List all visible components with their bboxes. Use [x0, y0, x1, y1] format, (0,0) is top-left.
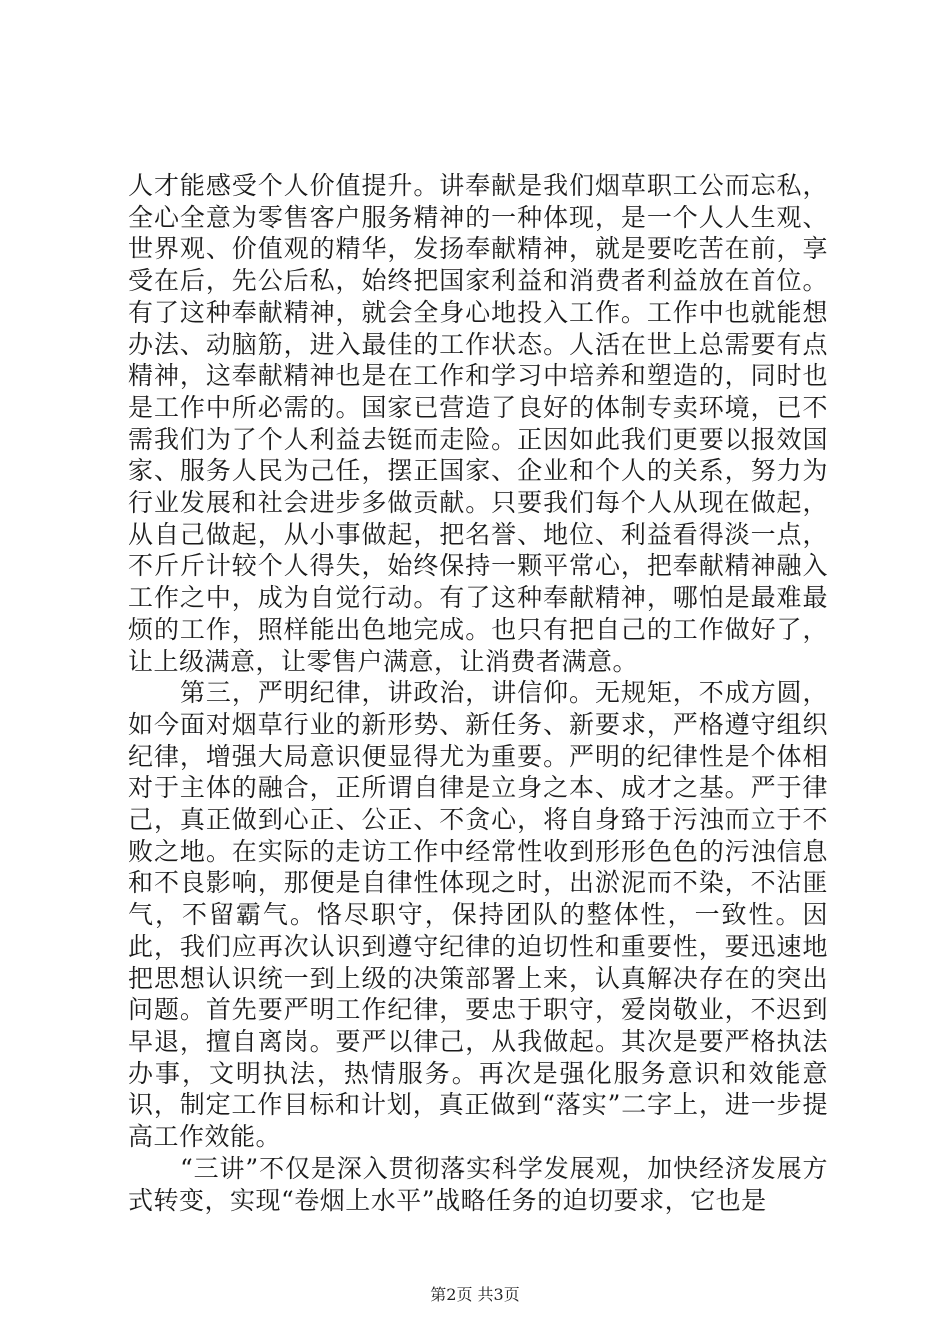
paragraph-3: “三讲”不仅是深入贯彻落实科学发展观，加快经济发展方式转变，实现“卷烟上水平”战略任务的迫切要求，它也是 [128, 1153, 828, 1215]
paragraph-1: 人才能感受个人价值提升。讲奉献是我们烟草职工公而忘私，全心全意为零售客户服务精神的一种体现，是一个人人生观、世界观、价值观的精华，发扬奉献精神，就是要吃苦在前，享受在后，先公后私，始终把国家利益和消费者利益放在首位。有了这种奉献精神，就会全身心地投入工作。工作中也就能想办法、动脑筋，进入最佳的工作状态。人活在世上总需要有点精神，这奉献精神也是在工作和学习中培养和塑造的，同时也是工作中所必需的。国家已营造了良好的体制专卖环境，已不需我们为了个人利益去铤而走险。正因如此我们更要以报效国家、服务人民为己任，摆正国家、企业和个人的关系，努力为行业发展和社会进步多做贡献。只要我们每个人从现在做起，从自己做起，从小事做起，把名誉、地位、利益看得淡一点，不斤斤计较个人得失，始终保持一颗平常心，把奉献精神融入工作之中，成为自觉行动。有了这种奉献精神，哪怕是最难最烦的工作，照样能出色地完成。也只有把自己的工作做好了，让上级满意，让零售户满意，让消费者满意。 [128, 171, 828, 676]
document-body [128, 170, 828, 1216]
paragraph-2: 第三，严明纪律，讲政治，讲信仰。无规矩，不成方圆，如今面对烟草行业的新形势、新任务、新要求，严格遵守组织纪律，增强大局意识便显得尤为重要。严明的纪律性是个体相对于主体的融合，正所谓自律是立身之本、成才之基。严于律己，真正做到心正、公正、不贪心，将自身臵于污浊而立于不败之地。在实际的走访工作中经常性收到形形色色的污浊信息和不良影响，那便是自律性体现之时，出淤泥而不染，不沾匪气，不留霸气。恪尽职守，保持团队的整体性，一致性。因此，我们应再次认识到遵守纪律的迫切性和重要性，要迅速地把思想认识统一到上级的决策部署上来，认真解决存在的突出问题。首先要严明工作纪律，要忠于职守，爱岗敬业，不迟到早退，擅自离岗。要严以律己，从我做起。其次是要严格执法办事，文明执法，热情服务。再次是强化服务意识和效能意识，制定工作目标和计划，真正做到“落实”二字上，进一步提高工作效能。 [128, 678, 828, 1152]
page-number-footer: 第2页 共3页 [430, 1285, 520, 1304]
